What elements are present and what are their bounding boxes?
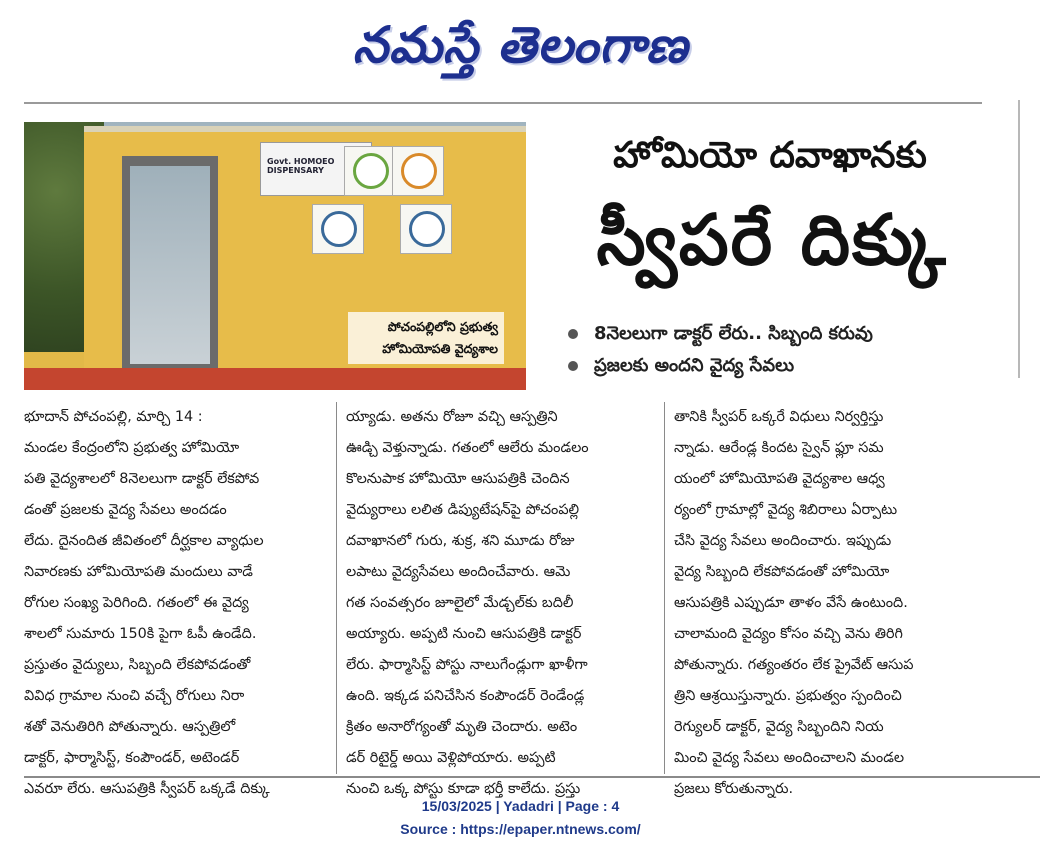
article-column-2 xyxy=(346,402,666,797)
headline-main: స్వీపరే దిక్కు xyxy=(596,199,948,281)
article-line: డంతో ప్రజలకు వైద్య సేవలు అందడం xyxy=(24,502,227,518)
source-link[interactable]: Source : https://epaper.ntnews.com/ xyxy=(400,821,641,837)
article-line: మించి వైద్య సేవలు అందించాలని మండల xyxy=(674,750,905,766)
article-line: వైద్య సిబ్బంది లేకపోవడంతో హోమియో xyxy=(674,564,890,580)
bullet-item: ప్రజలకు అందని వైద్య సేవలు xyxy=(566,350,1006,382)
summary-bullets xyxy=(566,318,1006,382)
article-line: పతి వైద్యశాలలో 8నెలలుగా డాక్టర్ లేకపోవ xyxy=(24,471,260,487)
headline-kicker: హోమియో దవాఖానకు xyxy=(613,135,927,176)
article-line: ఎవరూ లేరు. ఆసుపత్రికి స్వీపర్ ఒక్కడే దిక్కు xyxy=(24,781,270,797)
edition-info: 15/03/2025 | Yadadri | Page : 4 xyxy=(421,798,620,814)
emblem-icon xyxy=(401,153,437,189)
article-line: చేసి వైద్య సేవలు అందించారు. ఇప్పుడు xyxy=(674,533,892,549)
photo-caption xyxy=(348,312,504,364)
article-line: ర్యంలో గ్రామాల్లో వైద్య శిబిరాలు ఏర్పాటు xyxy=(674,502,898,518)
right-divider xyxy=(1018,100,1020,378)
article-line: చాలామంది వైద్యం కోసం వచ్చి వెను తిరిగి xyxy=(674,626,903,642)
article-line: ప్రజలు కోరుతున్నారు. xyxy=(674,781,794,797)
article-line: భూదాన్ పోచంపల్లి, మార్చి 14 : xyxy=(24,409,203,425)
logo-tile xyxy=(400,204,452,254)
article-line: న్నాడు. ఆరేండ్ల కిందట స్వైన్ ఫ్లూ సమ xyxy=(674,440,884,456)
caption-line: హోమియోపతి వైద్యశాల xyxy=(382,341,498,356)
article-line: వివిధ గ్రామాల నుంచి వచ్చే రోగులు నిరా xyxy=(24,688,245,704)
article-column-3 xyxy=(674,402,1000,797)
article-line: వైద్యురాలు లలిత డిప్యుటేషన్‌పై పోచంపల్లి xyxy=(346,502,580,518)
logo-tile xyxy=(392,146,444,196)
top-divider xyxy=(24,102,982,104)
article-line: రెగ్యులర్ డాక్టర్, వైద్య సిబ్బందిని నియ xyxy=(674,719,884,735)
article-line: డాక్టర్, ఫార్మాసిస్ట్, కంపౌండర్, అటెండర్ xyxy=(24,750,240,766)
article-line: గత సంవత్సరం జూలైలో మేడ్చల్‌కు బదిలీ xyxy=(346,595,574,611)
article-line: అయ్యారు. అప్పటి నుంచి ఆసుపత్రికి డాక్టర్ xyxy=(346,626,582,642)
newspaper-logo: నమస్తే తెలంగాణ xyxy=(352,16,689,74)
article-line: లేరు. ఫార్మాసిస్ట్ పోస్టు నాలుగేండ్లుగా ఖాళీగా xyxy=(346,657,588,673)
article-line: త్రిని ఆశ్రయిస్తున్నారు. ప్రభుత్వం స్పందించి xyxy=(674,688,902,704)
bullet-item: 8నెలలుగా డాక్టర్ లేరు.. సిబ్బంది కరువు xyxy=(566,318,1006,350)
article-line: మండల కేంద్రంలోని ప్రభుత్వ హోమియో xyxy=(24,440,240,456)
article-line: రోగుల సంఖ్య పెరిగింది. గతంలో ఈ వైద్య xyxy=(24,595,249,611)
photo-floor xyxy=(24,368,526,390)
article-line: ఊడ్చి వెళ్తున్నాడు. గతంలో ఆలేరు మండలం xyxy=(346,440,589,456)
caption-line: పోచంపల్లిలోని ప్రభుత్వ xyxy=(387,319,498,334)
article-line: ఆసుపత్రికి ఎప్పుడూ తాళం వేసే ఉంటుంది. xyxy=(674,595,908,611)
photo-door xyxy=(130,166,210,364)
article-line: క్రితం అనారోగ్యంతో మృతి చెందారు. అటెం xyxy=(346,719,578,735)
article-line: తానికి స్వీపర్ ఒక్కరే విధులు నిర్వర్తిస్తు xyxy=(674,409,884,425)
bottom-divider xyxy=(24,776,1040,778)
article-line: కొలనుపాక హోమియో ఆసుపత్రికి చెందిన xyxy=(346,471,570,487)
article-line: లేదు. దైనందిత జీవితంలో దీర్ఘకాల వ్యాధుల xyxy=(24,533,264,549)
seal-icon xyxy=(409,211,445,247)
article-line: యంలో హోమియోపతి వైద్యశాల ఆధ్వ xyxy=(674,471,885,487)
column-divider xyxy=(336,402,337,774)
article-line: నుంచి ఒక్క పోస్టు కూడా భర్తీ కాలేదు. ప్రస్తు xyxy=(346,781,581,797)
article-line: పోతున్నారు. గత్యంతరం లేక ప్రైవేట్ ఆసుప xyxy=(674,657,914,673)
emblem-icon xyxy=(353,153,389,189)
article-line: ప్రస్తుతం వైద్యులు, సిబ్బంది లేకపోవడంతో xyxy=(24,657,251,673)
article-line: శతో వెనుతిరిగి పోతున్నారు. ఆస్పత్రిలో xyxy=(24,719,236,735)
article-line: ఉంది. ఇక్కడ పనిచేసిన కంపౌండర్ రెండేండ్ల xyxy=(346,688,585,704)
logo-tile xyxy=(312,204,364,254)
article-line: య్యాడు. అతను రోజూ వచ్చి ఆస్పత్రిని xyxy=(346,409,558,425)
article-line: దవాఖానలో గురు, శుక్ర, శని మూడు రోజు xyxy=(346,533,575,549)
article-body xyxy=(24,402,1024,797)
masthead xyxy=(0,8,1041,82)
column-divider xyxy=(664,402,665,774)
article-line: లపాటు వైద్యసేవలు అందించేవారు. ఆమె xyxy=(346,564,571,580)
article-photo xyxy=(24,122,526,390)
article-line: డర్ రిటైర్డ్ అయి వెళ్లిపోయారు. అప్పటి xyxy=(346,750,556,766)
article-line: శాలలో సుమారు 150కి పైగా ఓపీ ఉండేది. xyxy=(24,626,257,642)
logo-tile xyxy=(344,146,396,196)
signboard-text: Govt. HOMOEO DISPENSARY xyxy=(267,157,335,175)
article-column-1 xyxy=(24,402,328,797)
article-line: నివారణకు హోమియోపతి మందులు వాడే xyxy=(24,564,253,580)
seal-icon xyxy=(321,211,357,247)
